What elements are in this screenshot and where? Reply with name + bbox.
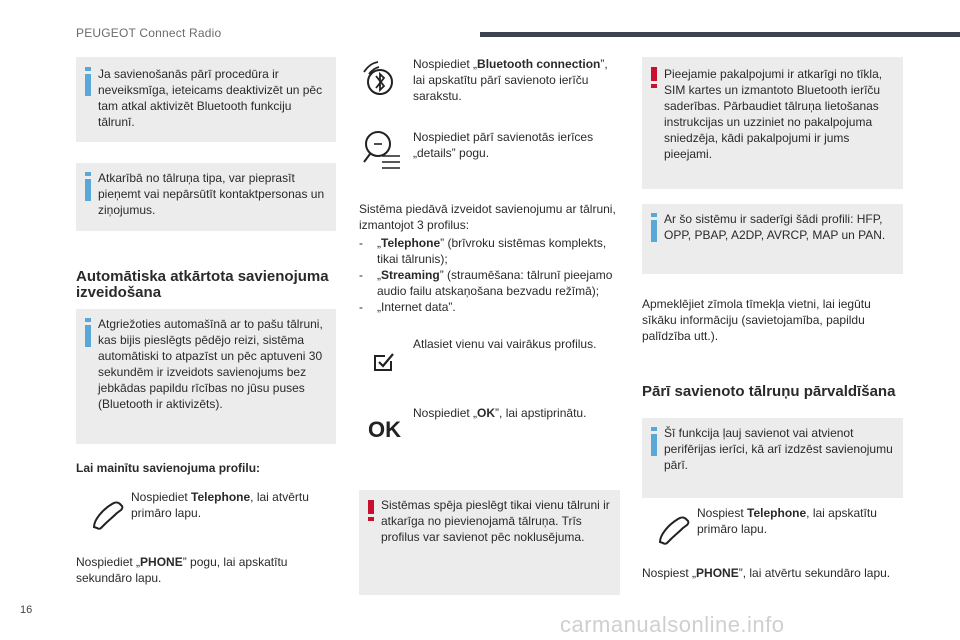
warning-icon bbox=[651, 67, 657, 88]
note-text: Šī funkcija ļauj savienot vai atvienot perifērijas ierīci, kā arī izdzēst savienojumu pārī. bbox=[664, 426, 893, 472]
watermark: carmanualsonline.info bbox=[560, 612, 785, 637]
warning-text: Pieejamie pakalpojumi ir atkarīgi no tīkla, SIM kartes un izmantoto Bluetooth ierīču saderības. Pārbaudiet tālruņa lietošanas instrukcijas un uzziniet no pakalpojuma sniedzēja, kādi pakalpojumi ir jums pieejami. bbox=[664, 67, 883, 161]
info-box-2 bbox=[76, 163, 336, 231]
list-item: - „Streaming” (straumēšana: tālrunī pieejamo audio failu atskaņošana bezvadu režīmā); bbox=[359, 268, 613, 298]
phone-icon bbox=[86, 496, 130, 532]
bluetooth-icon bbox=[360, 58, 400, 104]
profile-list bbox=[359, 235, 621, 315]
info-icon bbox=[651, 427, 657, 456]
info-box-3 bbox=[76, 309, 336, 444]
warning-text: Sistēmas spēja pieslēgt tikai vienu tālruni ir atkarīga no pievienojamā tālruņa. Trīs profilus var savienot pēc noklusējuma. bbox=[381, 498, 610, 544]
info-box-5 bbox=[642, 418, 903, 498]
header-bar bbox=[480, 32, 960, 37]
page-number: 16 bbox=[20, 604, 33, 616]
note-text: Ar šo sistēmu ir saderīgi šādi profili: HFP, OPP, PBAP, A2DP, AVRCP, MAP un PAN. bbox=[664, 212, 886, 242]
warning-icon bbox=[368, 500, 374, 521]
step-text: Nospiediet Telephone, lai atvērtu primāro lapu. bbox=[131, 490, 309, 520]
note-text: Atkarībā no tālruņa tipa, var pieprasīt pieņemt vai nepārsūtīt kontaktpersonas un ziņojumus. bbox=[98, 171, 325, 217]
info-icon bbox=[85, 67, 91, 96]
paragraph: Apmeklējiet zīmola tīmekļa vietni, lai iegūtu sīkāku informāciju (savietojamība, papildu palīdzība utt.). bbox=[642, 297, 871, 343]
list-item: - „Internet data”. bbox=[359, 300, 456, 314]
section-heading: Pārī savienoto tālruņu pārvaldīšana bbox=[642, 383, 896, 400]
ok-button-icon: OK bbox=[368, 417, 401, 442]
step-text: Nospiediet „OK”, lai apstiprinātu. bbox=[413, 406, 587, 420]
subheading: Lai mainītu savienojuma profilu: bbox=[76, 461, 261, 475]
section-heading: Automātiska atkārtota savienojuma izveidošana bbox=[76, 268, 329, 301]
checkbox-icon bbox=[371, 350, 397, 374]
header-title: PEUGEOT Connect Radio bbox=[76, 26, 222, 40]
warning-box-2 bbox=[642, 57, 903, 189]
warning-box-1 bbox=[359, 490, 620, 595]
info-icon bbox=[85, 318, 91, 347]
step-text: Nospiest „PHONE”, lai atvērtu sekundāro lapu. bbox=[642, 566, 891, 580]
note-text: Ja savienošanās pārī procedūra ir neveiksmīga, ieteicams deaktivizēt un pēc tam atkal aktivizēt Bluetooth funkciju tālrunī. bbox=[98, 67, 323, 129]
phone-icon bbox=[652, 511, 696, 547]
step-text: Nospiest Telephone, lai apskatītu primāro lapu. bbox=[697, 506, 877, 536]
info-box-4 bbox=[642, 204, 903, 274]
step-text: Nospiediet pārī savienotās ierīces „details” pogu. bbox=[413, 130, 594, 160]
info-box-1 bbox=[76, 57, 336, 142]
intro-text: Sistēma piedāvā izveidot savienojumu ar tālruni, izmantojot 3 profilus: bbox=[359, 202, 616, 232]
list-item: - „Telephone” (brīvroku sistēmas komplekts, tikai tālrunis); bbox=[359, 236, 607, 266]
note-text: Atgriežoties automašīnā ar to pašu tālruni, kas bijis pieslēgts pēdējo reizi, sistēma automātiski to atpazīst un pēc aptuveni 30 sekundēm ir izveidots savienojums bez jebkādas papildu rīcības no jūsu puses (Bluetooth ir aktivizēts). bbox=[98, 317, 323, 411]
step-text: Nospiediet „PHONE” pogu, lai apskatītu sekundāro lapu. bbox=[76, 555, 288, 585]
info-icon bbox=[85, 172, 91, 201]
info-icon bbox=[651, 213, 657, 242]
step-text: Atlasiet vienu vai vairākus profilus. bbox=[413, 337, 597, 351]
step-text: Nospiediet „Bluetooth connection”, lai apskatītu pārī savienoto ierīču sarakstu. bbox=[413, 57, 608, 103]
device-details-icon bbox=[360, 126, 404, 174]
